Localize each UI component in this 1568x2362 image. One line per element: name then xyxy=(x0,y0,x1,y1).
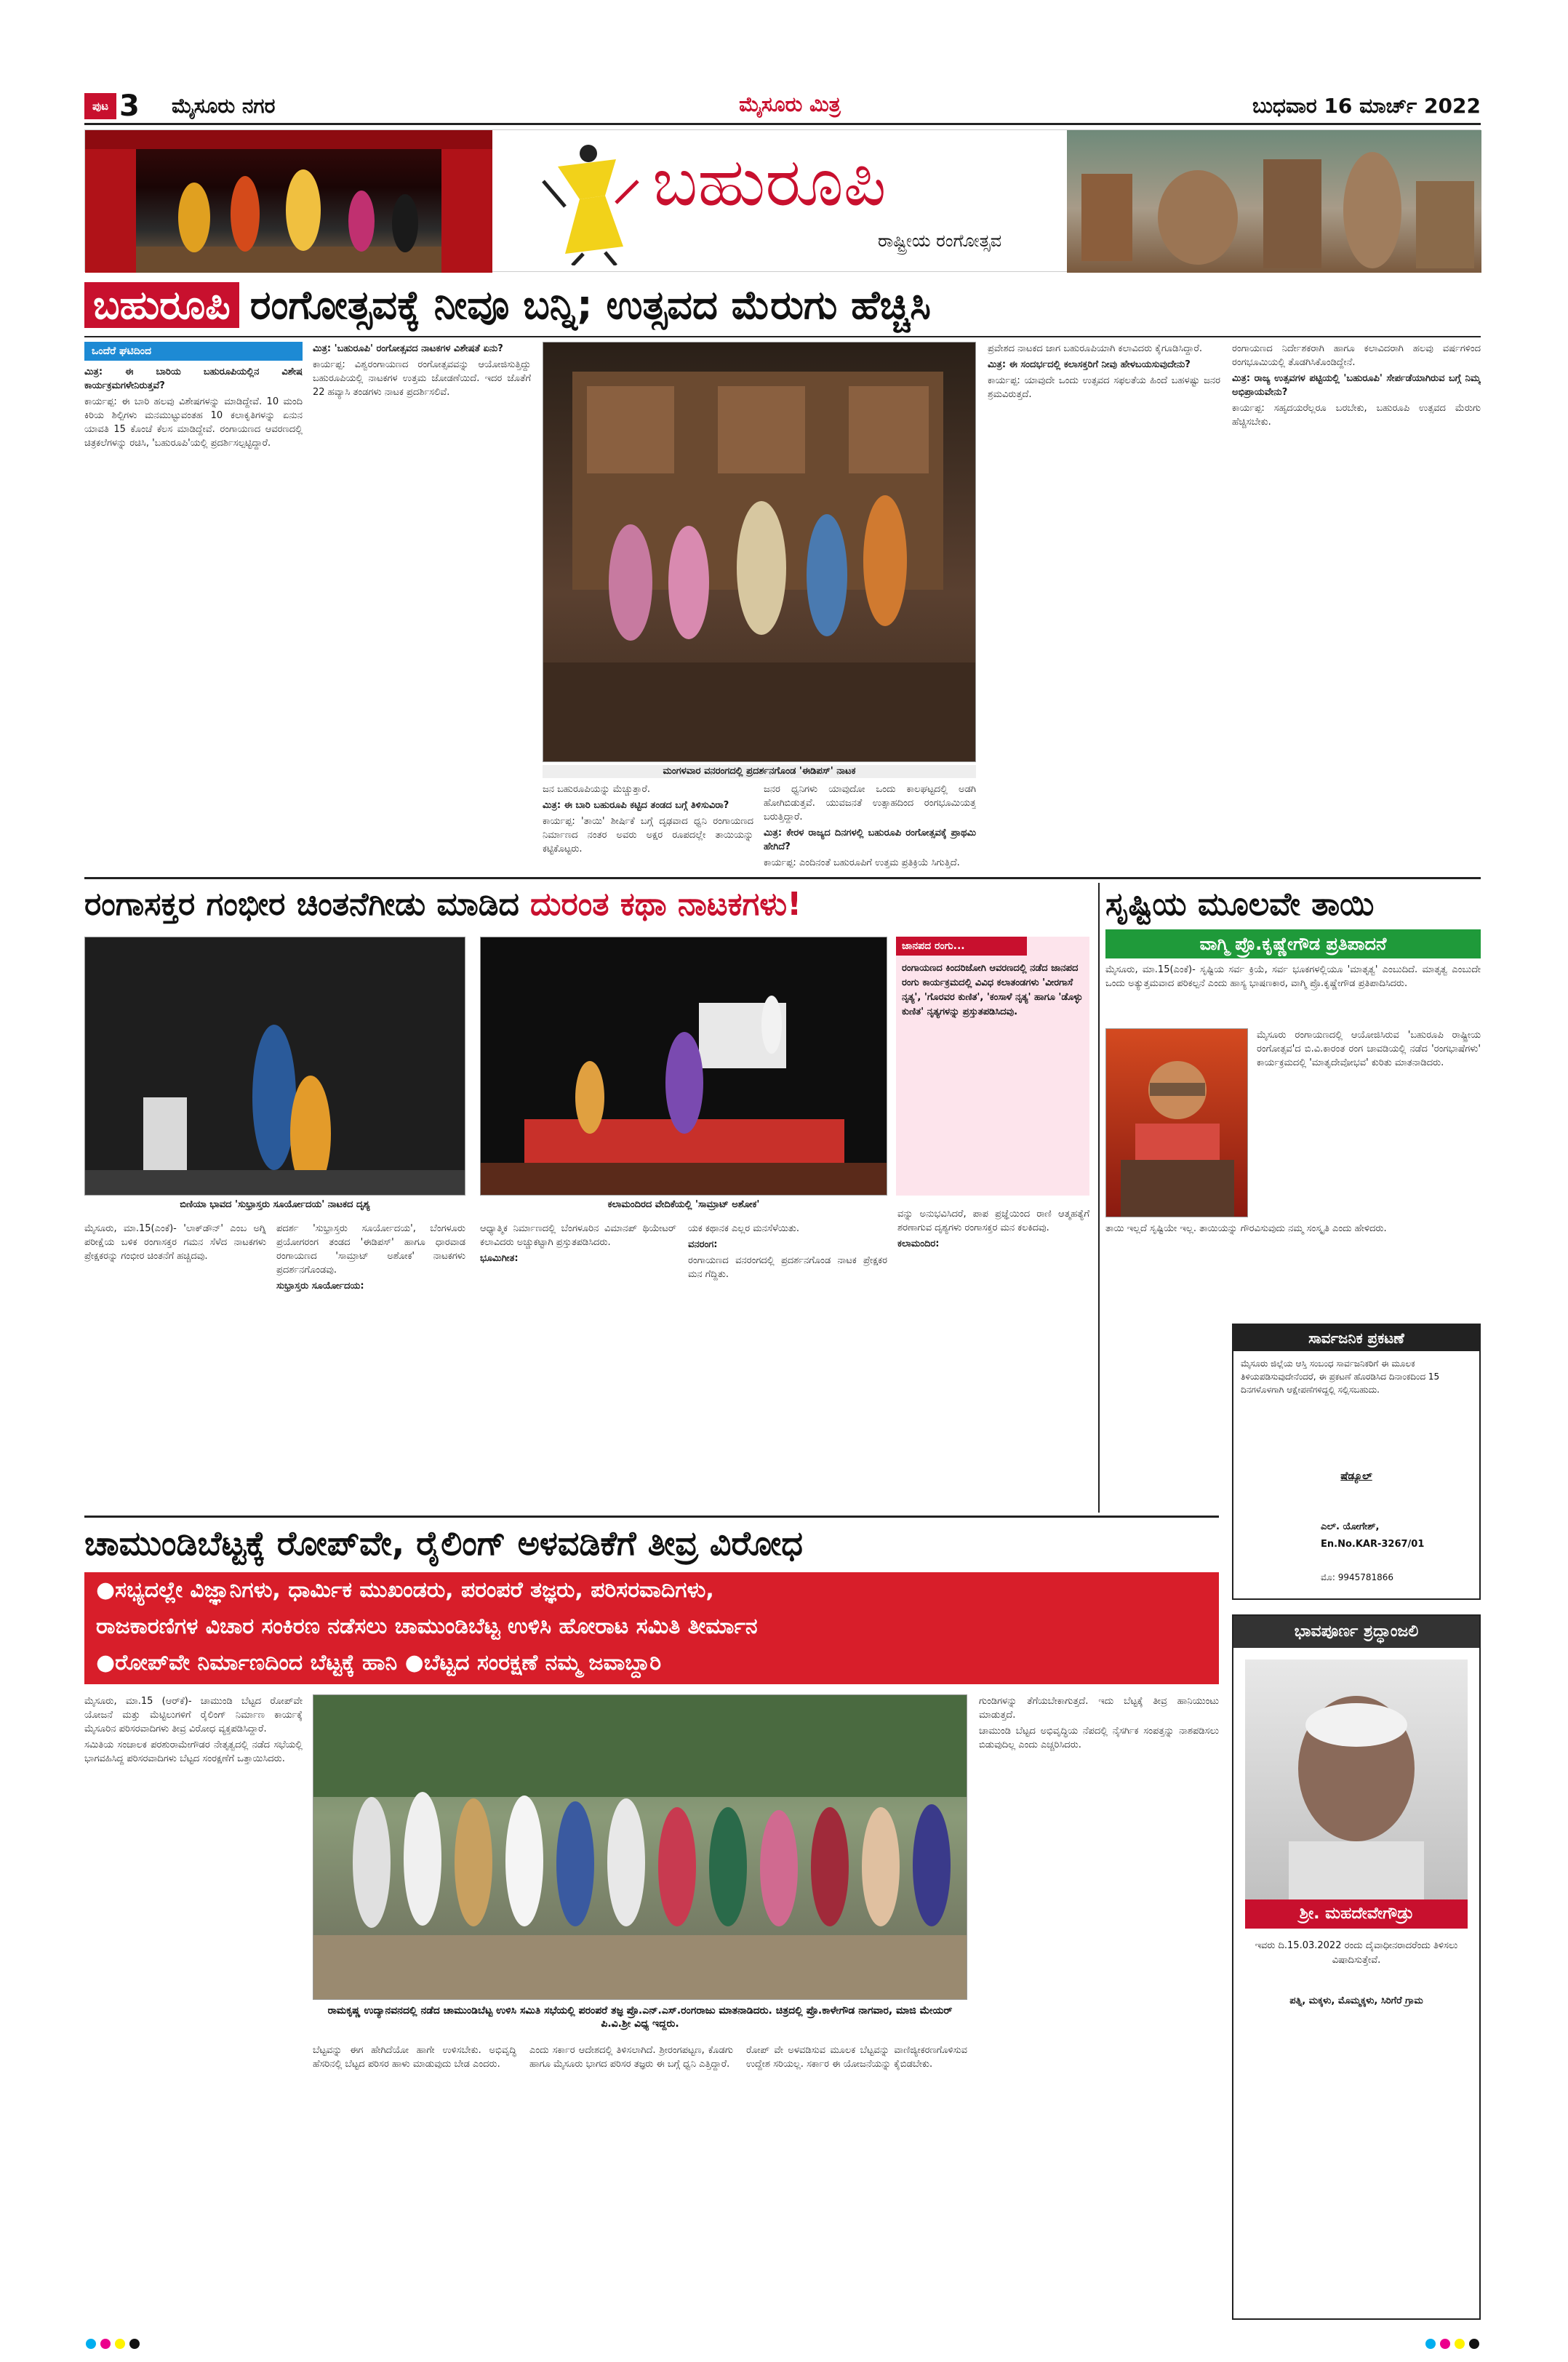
story4-column-2 xyxy=(313,2043,516,2320)
story1-text5a: ಪ್ರವೇಶದ ನಾಟಕದ ಜಾಗ ಬಹುರೂಪಿಯಾಗಿ ಕಲಾವಿದರು ಕೈಗೂಡಿಸಿದ್ದಾರೆ. xyxy=(988,343,1203,354)
story1-q5: ಮಿತ್ರ: ಈ ಸಂದರ್ಭದಲ್ಲಿ ಕಲಾಸಕ್ತರಿಗೆ ನೀವು ಹೇಳಬಯಸುವುದೇನು? xyxy=(988,359,1191,370)
story1-q1: ಮಿತ್ರ: ಈ ಬಾರಿಯ ಬಹುರೂಪಿಯಲ್ಲಿನ ವಿಶೇಷ ಕಾರ್ಯಕ್ರಮಗಳೇನಿರುತ್ತವೆ? xyxy=(84,367,303,391)
samrat-ashoka-photo xyxy=(480,937,887,1196)
story1-column-2 xyxy=(313,342,531,874)
story1-column-3 xyxy=(543,782,753,874)
meeting-group-photo xyxy=(313,1694,967,2000)
oedipus-play-photo xyxy=(543,342,976,762)
obituary-title: ಭಾವಪೂರ್ಣ ಶ್ರದ್ಧಾಂಜಲಿ xyxy=(1233,1616,1479,1648)
story4-para3: ಬೆಟ್ಟವನ್ನು ಈಗ ಹೇಗಿದೆಯೋ ಹಾಗೇ ಉಳಿಸಬೇಕು. ಅಭಿವೃದ್ಧಿ ಹೆಸರಿನಲ್ಲಿ ಬೆಟ್ಟದ ಪರಿಸರ ಹಾಳು ಮಾಡುವುದು ಬೇಡ ಎಂದರು. xyxy=(313,2045,516,2070)
notice-body: ಮೈಸೂರು ಜಿಲ್ಲೆಯ ಆಸ್ತಿ ಸಂಬಂಧ ಸಾರ್ವಜನಿಕರಿಗೆ ಈ ಮೂಲಕ ತಿಳಿಯಪಡಿಸುವುದೇನೆಂದರೆ, ಈ ಪ್ರಕಟಣೆ ಹೊರಡಿಸಿದ ದಿನಾಂಕದಿಂದ 15 ದಿನಗಳೊಳಗಾಗಿ ಆಕ್ಷೇಪಣೆಗಳಿದ್ದಲ್ಲಿ ಸಲ್ಲಿಸಬಹುದು. xyxy=(1241,1358,1440,1395)
registration-dot xyxy=(1469,2339,1479,2349)
story1-column-6 xyxy=(1232,342,1481,874)
registration-dot xyxy=(1425,2339,1436,2349)
story2-text2b: ಸುಭ್ರಾಸ್ತರು ಸೂರ್ಯೋದಯ: xyxy=(276,1281,364,1292)
story2-column-3 xyxy=(480,1222,676,1513)
story1-column-4 xyxy=(764,782,976,874)
story1-q6: ಮಿತ್ರ: ರಾಜ್ಯ ಉತ್ಸವಗಳ ಪಟ್ಟಿಯಲ್ಲಿ 'ಬಹುರೂಪಿ' ಸೇರ್ಪಡೆಯಾಗಿರುವ ಬಗ್ಗೆ ನಿಮ್ಮ ಅಭಿಪ್ರಾಯವೇನು? xyxy=(1232,373,1481,398)
story4-column-4 xyxy=(746,2043,967,2320)
story4-column-3 xyxy=(529,2043,733,2320)
bullet-line-2: ರಾಜಕಾರಣಿಗಳ ವಿಚಾರ ಸಂಕಿರಣ ನಡೆಸಲು ಚಾಮುಂಡಿಬೆಟ್ಟ ಉಳಿಸಿ ಹೋರಾಟ ಸಮಿತಿ ತೀರ್ಮಾನ xyxy=(96,1614,758,1639)
notice-advocate: ಎಲ್. ಯೋಗೇಶ್, xyxy=(1321,1521,1380,1532)
story1-q3: ಮಿತ್ರ: ಈ ಬಾರಿ ಬಹುರೂಪಿ ಕಟ್ಟಿದ ತಂಡದ ಬಗ್ಗೆ ತಿಳಿಸುವಿರಾ? xyxy=(543,800,729,811)
story4-para6: ಗುಂಡಿಗಳನ್ನು ತೆಗೆಯಬೇಕಾಗುತ್ತದೆ. ಇದು ಬೆಟ್ಟಕ್ಕೆ ತೀವ್ರ ಹಾನಿಯುಂಟು ಮಾಡುತ್ತದೆ. xyxy=(979,1696,1219,1721)
bahuroopi-logo xyxy=(536,137,1103,265)
story2-column-2 xyxy=(276,1222,465,1513)
bullet-line-1: ●ಸಭ್ಯದಲ್ಲೇ ವಿಜ್ಞಾನಿಗಳು, ಧಾರ್ಮಿಕ ಮುಖಂಡರು, ಪರಂಪರೆ ತಜ್ಞರು, ಪರಿಸರವಾದಿಗಳು, xyxy=(96,1577,714,1603)
story1-tag: ಒಂದೆರೆ ಘಟಿದಿಂದ xyxy=(84,342,303,361)
notice-phone: ಮೊ: 9945781866 xyxy=(1321,1572,1394,1582)
story2-text4c: ರಂಗಾಯಣದ ವನರಂಗದಲ್ಲಿ ಪ್ರದರ್ಶನಗೊಂಡ ನಾಟಕ ಪ್ರೇಕ್ಷಕರ ಮನ ಗೆದ್ದಿತು. xyxy=(688,1255,887,1280)
headline-text: ರಂಗೋತ್ಸವಕ್ಕೆ ನೀವೂ ಬನ್ನಿ; ಉತ್ಸವದ ಮೆರುಗು ಹೆಚ್ಚಿಸಿ xyxy=(249,282,931,328)
story2-text4b: ವನರಂಗ: xyxy=(688,1239,718,1250)
samrat-ashoka-caption: ಕಲಾಮಂದಿರದ ವೇದಿಕೆಯಲ್ಲಿ 'ಸಾಮ್ರಾಟ್ ಅಶೋಕ' xyxy=(607,1199,760,1210)
oedipus-photo-caption: ಮಂಗಳವಾರ ವನರಂಗದಲ್ಲಿ ಪ್ರದರ್ಶನಗೊಂಡ 'ಈಡಿಪಸ್' ನಾಟಕ xyxy=(543,765,976,778)
janapada-text: ರಂಗಾಯಣದ ಕಿಂದರಿಜೋಗಿ ಆವರಣದಲ್ಲಿ ನಡೆದ ಜಾನಪದ ರಂಗು ಕಾರ್ಯಕ್ರಮದಲ್ಲಿ ವಿವಿಧ ಕಲಾತಂಡಗಳು 'ವೀರಗಾಸೆ ನೃತ್ಯ', 'ಗೊರವರ ಕುಣಿತ', 'ಕಂಸಾಳೆ ನೃತ್ಯ' ಹಾಗೂ 'ಡೊಳ್ಳು ಕುಣಿತ' ನೃತ್ಯಗಳನ್ನು ಪ್ರಸ್ತುತಪಡಿಸಿದವು. xyxy=(902,963,1083,1017)
story3-para1: ಮೈಸೂರು, ಮಾ.15(ಎಂಕೆ)- ಸೃಷ್ಟಿಯ ಸರ್ವ ಕ್ರಿಯೆ, ಸರ್ವ ಭೂಕಗಳಲ್ಲಿಯೂ 'ಮಾತೃತ್ವ' ಎಂಬುದಿದೆ. ಮಾತೃತ್ವ ಎಂಬುದೇ ಒಂದು ಅತ್ಯುತ್ತಮವಾದ ಪರಿಕಲ್ಪನೆ ಎಂದು ಹಾಸ್ಯ ಭಾಷಣಕಾರ, ವಾಗ್ಮಿ ಪ್ರೊ.ಕೃಷ್ಣೇಗೌಡ ಪ್ರತಿಪಾದಿಸಿದರು. xyxy=(1105,964,1481,989)
public-notice xyxy=(1232,1324,1481,1600)
headline-highlight: ಬಹುರೂಪಿ xyxy=(84,282,239,328)
janapada-tag: ಜಾನಪದ ರಂಗು... xyxy=(896,937,1027,956)
festival-banner xyxy=(84,129,1481,272)
story2-text1: ಮೈಸೂರು, ಮಾ.15(ಎಂಕೆ)- 'ಲಾಕ್‌ಡೌನ್' ಎಂಬ ಅಗ್ನಿ ಪರೀಕ್ಷೆಯ ಬಳಿಕ ರಂಗಾಸಕ್ತರ ಗಮನ ಸೆಳೆದ ನಾಟಕಗಳು ಪ್ರೇಕ್ಷಕರನ್ನು ಗಂಭೀರ ಚಿಂತನೆಗೆ ಹಚ್ಚಿದವು. xyxy=(84,1223,266,1262)
meeting-photo-caption: ರಾಮಕೃಷ್ಣ ಉದ್ಯಾನವನದಲ್ಲಿ ನಡೆದ ಚಾಮುಂಡಿಬೆಟ್ಟ ಉಳಿಸಿ ಸಮಿತಿ ಸಭೆಯಲ್ಲಿ ಪರಂಪರೆ ತಜ್ಞ ಪ್ರೊ.ಎನ್.ಎಸ್.ರಂಗರಾಜು ಮಾತನಾಡಿದರು. ಚಿತ್ರದಲ್ಲಿ ಪ್ರೊ.ಕಾಳೇಗೌಡ ನಾಗವಾರ, ಮಾಜಿ ಮೇಯರ್ ಪಿ.ವಿ.ಶ್ರೀ ವಿಧ್ಯ ಇದ್ದರು. xyxy=(327,2005,953,2030)
registration-dot xyxy=(100,2339,111,2349)
headline-highlight: ದುರಂತ ಕಥಾ ನಾಟಕಗಳು! xyxy=(530,886,802,923)
story1-column-5 xyxy=(988,342,1220,874)
story1-text4a: ಜನರ ಧ್ವನಿಗಳು ಯಾವುದೋ ಒಂದು ಕಾಲಘಟ್ಟದಲ್ಲಿ ಅಡಗಿ ಹೋಗಿಬಿಡುತ್ತವೆ. ಯುವಜನತೆ ಉತ್ಸಾಹದಿಂದ ರಂಗಭೂಮಿಯತ್ತ ಬರುತ್ತಿದ್ದಾರೆ. xyxy=(764,784,976,822)
registration-dot xyxy=(129,2339,140,2349)
obituary-name: ಶ್ರೀ. ಮಹದೇವೇಗೌಡ್ರು xyxy=(1245,1899,1468,1929)
story4-headline: ಚಾಮುಂಡಿಬೆಟ್ಟಕ್ಕೆ ರೋಪ್‌ವೇ, ರೈಲಿಂಗ್ ಅಳವಡಿಕೆಗೆ ತೀವ್ರ ವಿರೋಧ xyxy=(84,1524,804,1563)
janapada-box xyxy=(896,937,1089,1196)
story4-para7: ಚಾಮುಂಡಿ ಬೆಟ್ಟದ ಅಭಿವೃದ್ಧಿಯ ನೆಪದಲ್ಲಿ ನೈಸರ್ಗಿಕ ಸಂಪತ್ತನ್ನು ನಾಶಪಡಿಸಲು ಬಿಡುವುದಿಲ್ಲ ಎಂದು ಎಚ್ಚರಿಸಿದರು. xyxy=(979,1726,1219,1750)
notice-schedule: ಷೆಡ್ಯೂಲ್ xyxy=(1340,1470,1372,1482)
story2-headline xyxy=(84,883,1088,929)
story3-para3: ತಾಯಿ ಇಲ್ಲದೆ ಸೃಷ್ಟಿಯೇ ಇಲ್ಲ. ತಾಯಿಯನ್ನು ಗೌರವಿಸುವುದು ನಮ್ಮ ಸಂಸ್ಕೃತಿ ಎಂದು ಹೇಳಿದರು. xyxy=(1105,1223,1387,1234)
notice-title: ಸಾರ್ವಜನಿಕ ಪ್ರಕಟಣೆ xyxy=(1233,1325,1479,1351)
issue-date: ಬುಧವಾರ 16 ಮಾರ್ಚ್ 2022 xyxy=(1252,94,1481,118)
story1-text3a: ಜನ ಬಹುರೂಪಿಯನ್ನು ಮೆಚ್ಚುತ್ತಾರೆ. xyxy=(543,784,651,795)
story2-column-4 xyxy=(688,1222,887,1513)
story1-a5: ಕಾರ್ಯಪ್ಪ: ಯಾವುದೇ ಒಂದು ಉತ್ಸವದ ಸಫಲತೆಯ ಹಿಂದೆ ಬಹಳಷ್ಟು ಜನರ ಶ್ರಮವಿರುತ್ತದೆ. xyxy=(988,375,1220,400)
story1-text6a: ರಂಗಾಯಣದ ನಿರ್ದೇಶಕರಾಗಿ ಹಾಗೂ ಕಲಾವಿದರಾಗಿ ಹಲವು ವರ್ಷಗಳಿಂದ ರಂಗಭೂಮಿಯಲ್ಲಿ ತೊಡಗಿಸಿಕೊಂಡಿದ್ದೇನೆ. xyxy=(1232,343,1481,368)
registration-dot xyxy=(1455,2339,1465,2349)
story4-column-1 xyxy=(84,1694,303,2320)
sculpture-photo xyxy=(1067,130,1481,273)
story3-headline: ಸೃಷ್ಟಿಯ ಮೂಲವೇ ತಾಯಿ xyxy=(1105,886,1375,923)
story4-para1: ಮೈಸೂರು, ಮಾ.15 (ಆರ್‌ಕೆ)- ಚಾಮುಂಡಿ ಬೆಟ್ಟದ ರೋಪ್‌ವೇ ಯೋಜನೆ ಮತ್ತು ಮೆಟ್ಟಿಲುಗಳಿಗೆ ರೈಲಿಂಗ್ ನಿರ್ಮಾಣ ಕಾರ್ಯಕ್ಕೆ ಮೈಸೂರಿನ ಪರಿಸರವಾದಿಗಳು ತೀವ್ರ ವಿರೋಧ ವ್ಯಕ್ತಪಡಿಸಿದ್ದಾರೆ. xyxy=(84,1696,303,1734)
obituary-text: ಇವರು ದಿ.15.03.2022 ರಂದು ದೈವಾಧೀನರಾದರೆಂದು ತಿಳಿಸಲು ವಿಷಾದಿಸುತ್ತೇವೆ. xyxy=(1255,1940,1458,1966)
story3-body xyxy=(1105,963,1481,1025)
masthead xyxy=(84,86,1481,125)
section-title: ಮೈಸೂರು ನಗರ xyxy=(172,94,276,118)
story4-para4: ಎಂದು ಸರ್ಕಾರ ಆದೇಶದಲ್ಲಿ ತಿಳಿಸಲಾಗಿದೆ. ಶ್ರೀರಂಗಪಟ್ಟಣ, ಕೊಡಗು ಹಾಗೂ ಮೈಸೂರು ಭಾಗದ ಪರಿಸರ ತಜ್ಞರು ಈ ಬಗ್ಗೆ ಧ್ವನಿ ಎತ್ತಿದ್ದಾರೆ. xyxy=(529,2045,733,2070)
stage-photo xyxy=(85,130,492,273)
story2-text3a: ಆಧ್ಯಾತ್ಮಿಕ ನಿರ್ಮಾಣದಲ್ಲಿ ಬೆಂಗಳೂರಿನ ವಿಮಾನಪ್ ಥಿಯೇಟರ್ ಕಲಾವಿದರು ಅಚ್ಚುಕಟ್ಟಾಗಿ ಪ್ರಸ್ತುತಪಡಿಸಿದರು. xyxy=(480,1223,676,1248)
headline-text: ರಂಗಾಸಕ್ತರ ಗಂಭೀರ ಚಿಂತನೆಗೀಡು ಮಾಡಿದ xyxy=(84,886,519,923)
page-number: 3 xyxy=(119,89,140,123)
obituary-family: ಪತ್ನಿ, ಮಕ್ಕಳು, ಮೊಮ್ಮಕ್ಕಳು, ಸಿರಿಗೆರೆ ಗ್ರಾಮ xyxy=(1289,1995,1423,2006)
story2-text5a: ವನ್ನು ಅನುಭವಿಸಿದರೆ, ಪಾಪ ಪ್ರಜ್ಞೆಯಿಂದ ರಾಣಿ ಆತ್ಮಹತ್ಯೆಗೆ ಶರಣಾಗುವ ದೃಶ್ಯಗಳು ರಂಗಾಸಕ್ತರ ಮನ ಕಲಕಿದವು. xyxy=(897,1209,1089,1233)
divider xyxy=(84,1516,1219,1518)
subhrastaru-play-photo xyxy=(84,937,465,1196)
krishnegowda-photo xyxy=(1105,1028,1248,1217)
story1-q4: ಮಿತ್ರ: ಕೇರಳ ರಾಜ್ಯದ ದಿನಗಳಲ್ಲಿ ಬಹುರೂಪಿ ರಂಗೋತ್ಸವಕ್ಕೆ ಪ್ರಾಥಮಿ ಹೇಗಿದೆ? xyxy=(764,828,976,852)
registration-dot xyxy=(86,2339,96,2349)
divider xyxy=(84,877,1481,879)
registration-dot xyxy=(115,2339,125,2349)
story1-a3: ಕಾರ್ಯಪ್ಪ: 'ತಾಯಿ' ಶೀರ್ಷಿಕೆ ಬಗ್ಗೆ ದೃಢವಾದ ಧ್ವನಿ ರಂಗಾಯಣದ ನಿರ್ಮಾಣದ ನಂತರ ಅವರು ಅಕ್ಷರ ರೂಪದಲ್ಲೇ ತಾಯಿಯನ್ನು ಕಟ್ಟಿಕೊಟ್ಟರು. xyxy=(543,816,753,854)
logo-subtitle: ರಾಷ್ಟ್ರೀಯ ರಂಗೋತ್ಸವ xyxy=(878,231,1002,251)
notice-reg-no: En.No.KAR-3267/01 xyxy=(1321,1539,1425,1550)
paper-name: ಮೈಸೂರು ಮಿತ್ರ xyxy=(739,92,841,116)
story3-subheadline: ವಾಗ್ಮಿ ಪ್ರೊ.ಕೃಷ್ಣೇಗೌಡ ಪ್ರತಿಪಾದನೆ xyxy=(1105,929,1481,958)
dancer-figure-icon xyxy=(536,137,645,265)
story1-a4: ಕಾರ್ಯಪ್ಪ: ಎಂದಿನಂತೆ ಬಹುರೂಪಿಗೆ ಉತ್ತಮ ಪ್ರತಿಕ್ರಿಯೆ ಸಿಗುತ್ತಿದೆ. xyxy=(764,857,960,868)
story2-text2a: ಪದರ್ಶ 'ಸುಭ್ರಾಸ್ತರು ಸೂರ್ಯೋದಯ', ಬೆಂಗಳೂರು ಪ್ರಯೋಗರಂಗ ತಂಡದ 'ಈಡಿಪಸ್' ಹಾಗೂ ಧಾರವಾಡ ರಂಗಾಯಣದ 'ಸಾಮ್ರಾಟ್ ಅಶೋಕ' ನಾಟಕಗಳು ಪ್ರದರ್ಶನಗೊಂಡವು. xyxy=(276,1223,465,1276)
story2-text4a: ಯಕ ಕಥಾನಕ ಎಲ್ಲರ ಮನಸೆಳೆಯಿತು. xyxy=(688,1223,799,1234)
bullet-line-3: ●ರೋಪ್‌ವೇ ನಿರ್ಮಾಣದಿಂದ ಬೆಟ್ಟಕ್ಕೆ ಹಾನಿ ●ಬೆಟ್ಟದ ಸಂರಕ್ಷಣೆ ನಮ್ಮ ಜವಾಬ್ದಾರಿ xyxy=(96,1650,662,1676)
obituary-box xyxy=(1232,1614,1481,2320)
story2-column-1 xyxy=(84,1222,266,1513)
story1-headline xyxy=(84,279,1481,335)
story1-a1: ಕಾರ್ಯಪ್ಪ: ಈ ಬಾರಿ ಹಲವು ವಿಶೇಷಗಳನ್ನು ಮಾಡಿದ್ದೇವೆ. 10 ಮಂದಿ ಕಿರಿಯ ಶಿಲ್ಪಿಗಳು ಮನಮುಟ್ಟುವಂತಹ 10 ಕಲಾಕೃತಿಗಳನ್ನು ಏನುನ ಯಾವತಿ 15 ಕೊಂಚೆ ಕೆಲಸ ಮಾಡಿದ್ದೇವೆ. ರಂಗಾಯಣದ ಆವರಣದಲ್ಲಿ ಚಿತ್ರಕಲೆಗಳನ್ನು ರಚಿಸಿ, 'ಬಹುರೂಪಿ'ಯಲ್ಲಿ ಪ್ರದರ್ಶಿಸಲ್ಪಟ್ಟಿದ್ದಾರೆ. xyxy=(84,396,303,449)
obituary-portrait xyxy=(1245,1660,1468,1921)
divider xyxy=(1098,883,1100,1513)
story4-column-5 xyxy=(979,1694,1219,2320)
story4-bullets xyxy=(84,1572,1219,1684)
story4-para5: ರೋಪ್ ವೇ ಅಳವಡಿಸುವ ಮೂಲಕ ಬೆಟ್ಟವನ್ನು ವಾಣಿಜ್ಯೀಕರಣಗೊಳಿಸುವ ಉದ್ದೇಶ ಸರಿಯಲ್ಲ. ಸರ್ಕಾರ ಈ ಯೋಜನೆಯನ್ನು ಕೈಬಿಡಬೇಕು. xyxy=(746,2045,967,2070)
divider xyxy=(84,336,1481,337)
story2-text3b: ಭೂಮಿಗೀತ: xyxy=(480,1253,519,1264)
story3-para2: ಮೈಸೂರು ರಂಗಾಯಣದಲ್ಲಿ ಆಯೋಜಿಸಿರುವ 'ಬಹುರೂಪಿ ರಾಷ್ಟ್ರೀಯ ರಂಗೋತ್ಸವ'ದ ಬಿ.ವಿ.ಕಾರಂತ ರಂಗ ಚಾವಡಿಯಲ್ಲಿ ನಡೆದ 'ರಂಗಭಾಷೆಗಳು' ಕಾರ್ಯಕ್ರಮದಲ್ಲಿ 'ಮಾತೃದೇವೋಭವ' ಕುರಿತು ಮಾತನಾಡಿದರು. xyxy=(1257,1030,1481,1068)
story1-q2: ಮಿತ್ರ: 'ಬಹುರೂಪಿ' ರಂಗೋತ್ಸವದ ನಾಟಕಗಳ ವಿಶೇಷತೆ ಏನು? xyxy=(313,343,503,354)
subhrastaru-caption: ಬಿಣಿಯಾ ಭಾವದ 'ಸುಭ್ರಾಸ್ತರು ಸೂರ್ಯೋದಯ' ನಾಟಕದ ದೃಶ್ಯ xyxy=(180,1199,370,1210)
story1-column-1 xyxy=(84,365,303,874)
story3-body-right xyxy=(1257,1028,1481,1217)
logo-title: ಬಹುರೂಪಿ xyxy=(652,143,887,221)
story1-a6: ಕಾರ್ಯಪ್ಪ: ಸಹೃದಯರೆಲ್ಲರೂ ಬರಬೇಕು, ಬಹುರೂಪಿ ಉತ್ಸವದ ಮೆರುಗು ಹೆಚ್ಚಿಸಬೇಕು. xyxy=(1232,403,1481,428)
story2-text5b: ಕಲಾಮಂದಿರ: xyxy=(897,1238,940,1249)
registration-dot xyxy=(1440,2339,1450,2349)
story1-a2: ಕಾರ್ಯಪ್ಪ: ವಿಶ್ವರಂಗಾಯಣದ ರಂಗೋತ್ಸವವನ್ನು ಆಯೋಜಿಸುತ್ತಿದ್ದು ಬಹುರೂಪಿಯಲ್ಲಿ ನಾಟಕಗಳ ಉತ್ತಮ ಜೋಡಣೆಯಿದೆ. ಇದರ ಜೊತೆಗೆ 22 ಹವ್ಯಾಸಿ ತಂಡಗಳು ನಾಟಕ ಪ್ರದರ್ಶಿಸಲಿವೆ. xyxy=(313,359,531,398)
page-label: ಪುಟ xyxy=(84,93,116,119)
story2-column-5 xyxy=(897,1207,1089,1513)
story3-body-bottom xyxy=(1105,1222,1481,1309)
story4-para2: ಸಮಿತಿಯ ಸಂಚಾಲಕ ಪರಶುರಾಮೇಗೌಡರ ನೇತೃತ್ವದಲ್ಲಿ ನಡೆದ ಸಭೆಯಲ್ಲಿ ಭಾಗವಹಿಸಿದ್ದ ಪರಿಸರವಾದಿಗಳು ಬೆಟ್ಟದ ಸಂರಕ್ಷಣೆಗೆ ಒತ್ತಾಯಿಸಿದರು. xyxy=(84,1740,303,1764)
